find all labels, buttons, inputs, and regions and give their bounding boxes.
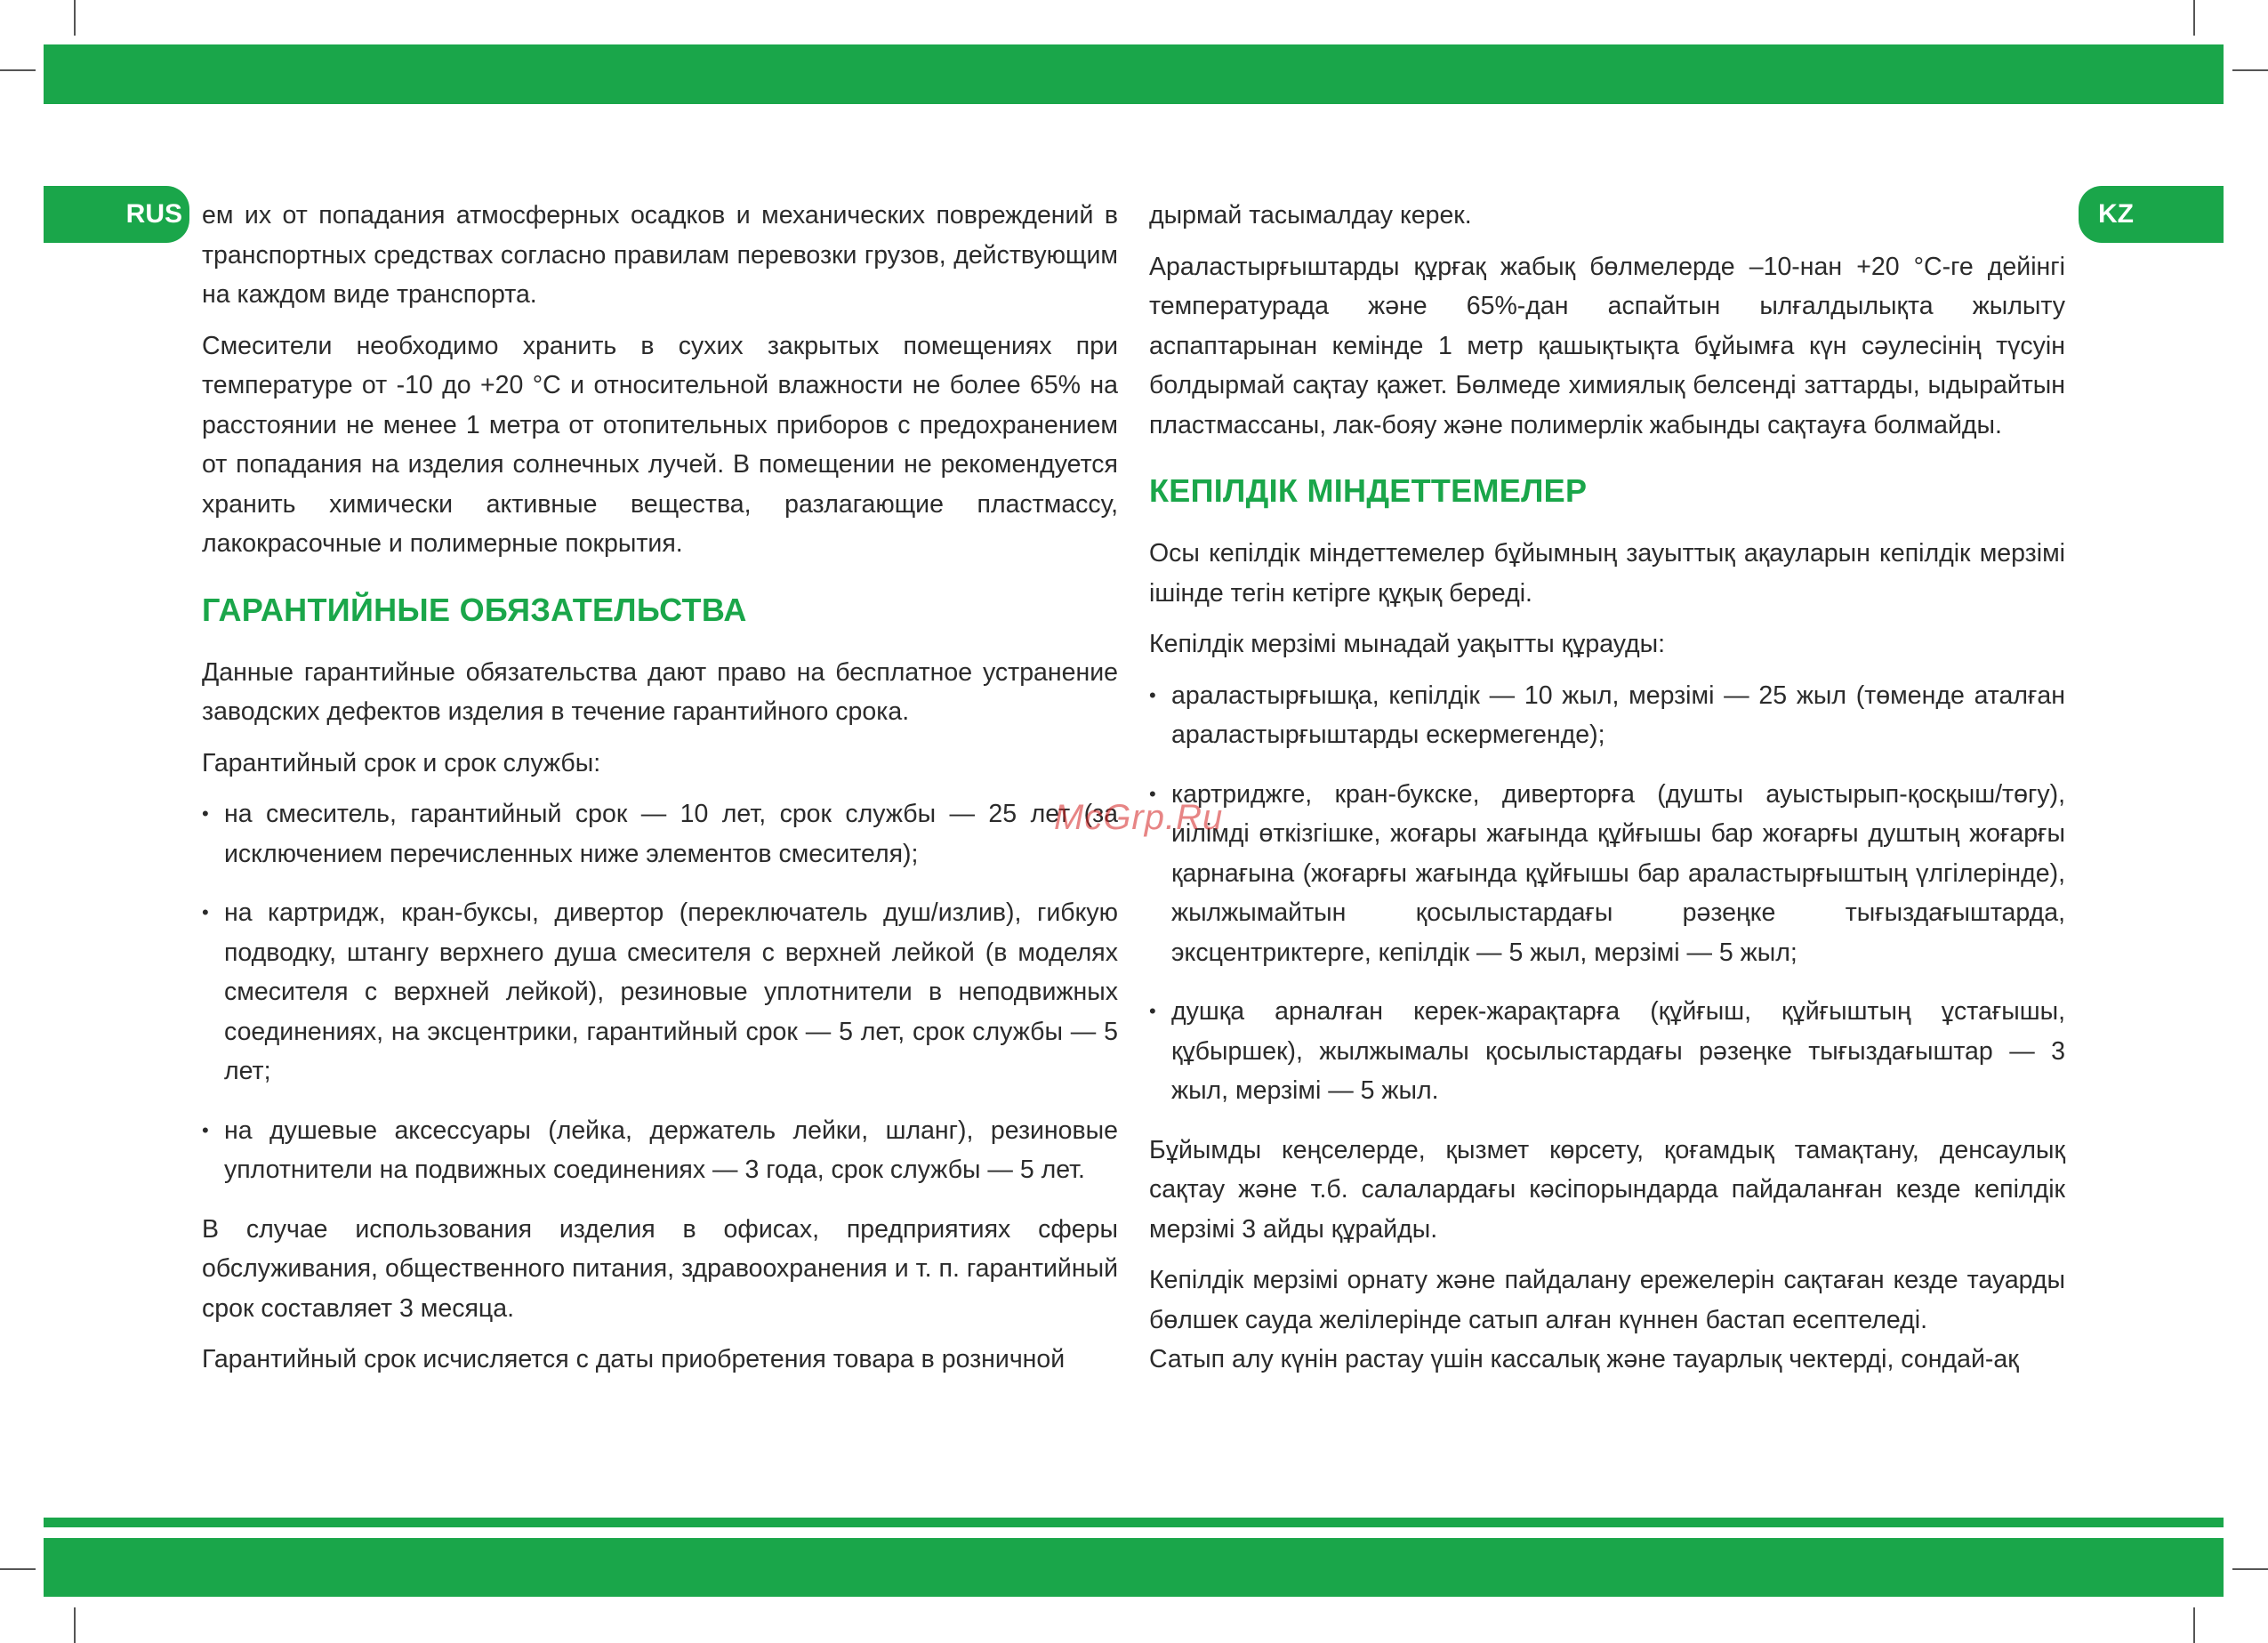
paragraph-transport: дырмай тасымалдау керек. [1149, 201, 1472, 230]
warranty-list [202, 794, 1118, 1190]
section-heading-warranty: ГАРАНТИЙНЫЕ ОБЯЗАТЕЛЬСТВА [202, 591, 747, 628]
language-tab-kz: KZ [2079, 186, 2224, 243]
language-tab-rus: RUS [44, 186, 189, 243]
paragraph-office-use: В случае использования изделия в офисах, предприятиях сферы обслуживания, общественного питания, здравоохранения и т. п. гарантийный срок составляет 3 месяца. [202, 1214, 1118, 1323]
paragraph-transport: ем их от попадания атмосферных осадков и механических повреждений в транспортных средствах согласно правилам перевозки грузов, действующим на каждом виде транспорта. [202, 201, 1118, 309]
crop-mark [2232, 69, 2268, 71]
section-heading-warranty: КЕПІЛДІК МІНДЕТТЕМЕЛЕР [1149, 472, 1588, 509]
crop-mark [2193, 0, 2195, 36]
paragraph-storage: Смесители необходимо хранить в сухих закрытых помещениях при температуре от -10 до +20 °С и относительной влажности не более 65% на расстоянии не менее 1 метра от отопительных приборов с предохранением от попадания на изделия солнечных лучей. В помещении не рекомендуется хранить химически активные вещества, разлагающие пластмассу, лакокрасочные и полимерные покрытия. [202, 331, 1118, 558]
list-item: • араластырғышқа, кепілдік — 10 жыл, мерзімі — 25 жыл (төменде аталған араластырғыштарды ескермегенде); [1149, 676, 2065, 755]
watermark-text: McGrp.Ru [1054, 798, 1224, 837]
top-green-band [44, 44, 2224, 104]
bottom-green-stripe [44, 1518, 2224, 1527]
paragraph-office-use: Бұйымды кеңселерде, қызмет көрсету, қоғамдық тамақтану, денсаулық сақтау және т.б. салалардағы кәсіпорындарда пайдаланған кезде кепілдік мерзімі 3 айды құрайды. [1149, 1135, 2065, 1244]
crop-mark [0, 69, 36, 71]
paragraph-warranty-rights: Данные гарантийные обязательства дают право на бесплатное устранение заводских дефектов изделия в течение гарантийного срока. [202, 657, 1118, 726]
paragraph-warranty-terms: Кепілдік мерзімі мынадай уақытты құрауды: [1149, 630, 1666, 658]
list-item: • на смеситель, гарантийный срок — 10 лет, срок службы — 25 лет (за исключением перечисленных ниже элементов смесителя); [202, 794, 1118, 874]
column-russian [202, 196, 1118, 1391]
list-item: • на картридж, кран-буксы, дивертор (переключатель душ/излив), гибкую подводку, штангу верхнего душа смесителя с верхней лейкой (в моделях смесителя с верхней лейкой), резиновые уплотнители в неподвижных соединениях, на эксцентрики, гарантийный срок — 5 лет, срок службы — 5 лет; [202, 893, 1118, 1091]
paragraph-warranty-start: Гарантийный срок исчисляется с даты приобретения товара в розничной [202, 1345, 1066, 1373]
crop-mark [74, 1607, 76, 1643]
warranty-list [1149, 676, 2065, 1111]
crop-mark [74, 0, 76, 36]
list-item: • душқа арналған керек-жарақтарға (құйғыш, құйғыштың ұстағышы, құбыршек), жылжымалы қосылыстардағы рәзеңке тығыздағыштар — 3 жыл, мерзімі — 5 жыл. [1149, 992, 2065, 1111]
crop-mark [2232, 1568, 2268, 1570]
paragraph-purchase-proof: Сатып алу күнін растау үшін кассалық және тауарлық чектерді, сондай-ақ [1149, 1345, 2019, 1373]
column-kazakh [1149, 196, 2065, 1391]
paragraph-warranty-rights: Осы кепілдік міндеттемелер бұйымның зауыттық ақауларын кепілдік мерзімі ішінде тегін кетірге құқық береді. [1149, 539, 2065, 608]
bottom-green-band [44, 1538, 2224, 1597]
list-item: • на душевые аксессуары (лейка, держатель лейки, шланг), резиновые уплотнители на подвижных соединениях — 3 года, срок службы — 5 лет. [202, 1111, 1118, 1190]
crop-mark [0, 1568, 36, 1570]
paragraph-warranty-terms: Гарантийный срок и срок службы: [202, 748, 601, 777]
paragraph-warranty-start: Кепілдік мерзімі орнату және пайдалану ережелерін сақтаған кезде тауарды бөлшек сауда желілерінде сатып алған күннен бастап есептеледі. [1149, 1266, 2065, 1334]
crop-mark [2193, 1607, 2195, 1643]
list-item: • картриджге, кран-букске, диверторға (душты ауыстырып-қосқыш/төгу), иілімді өткізгішке, жоғары жағында құйғышы бар жоғарғы душтың жоғарғы қарнағына (жоғарғы жағында құйғышы бар араластырғыштың үлгілерінде), жылжымайтын қосылыстардағы рәзеңке тығыздағыштарда, эксцентриктерге, кепілдік — 5 жыл, мерзімі — 5 жыл; [1149, 775, 2065, 973]
paragraph-storage: Араластырғыштарды құрғақ жабық бөлмелерде ‒10-нан +20 °С-ге дейінгі температурада және 65%-дан аспайтын ылғалдылықта жылыту аспаптарынан кемінде 1 метр қашықтықта бұйымға күн сәулесінің түсуін болдырмай сақтау қажет. Бөлмеде химиялық белсенді заттарды, ыдырайтын пластмассаны, лак-бояу және полимерлік жабынды сақтауға болмайды. [1149, 252, 2065, 439]
